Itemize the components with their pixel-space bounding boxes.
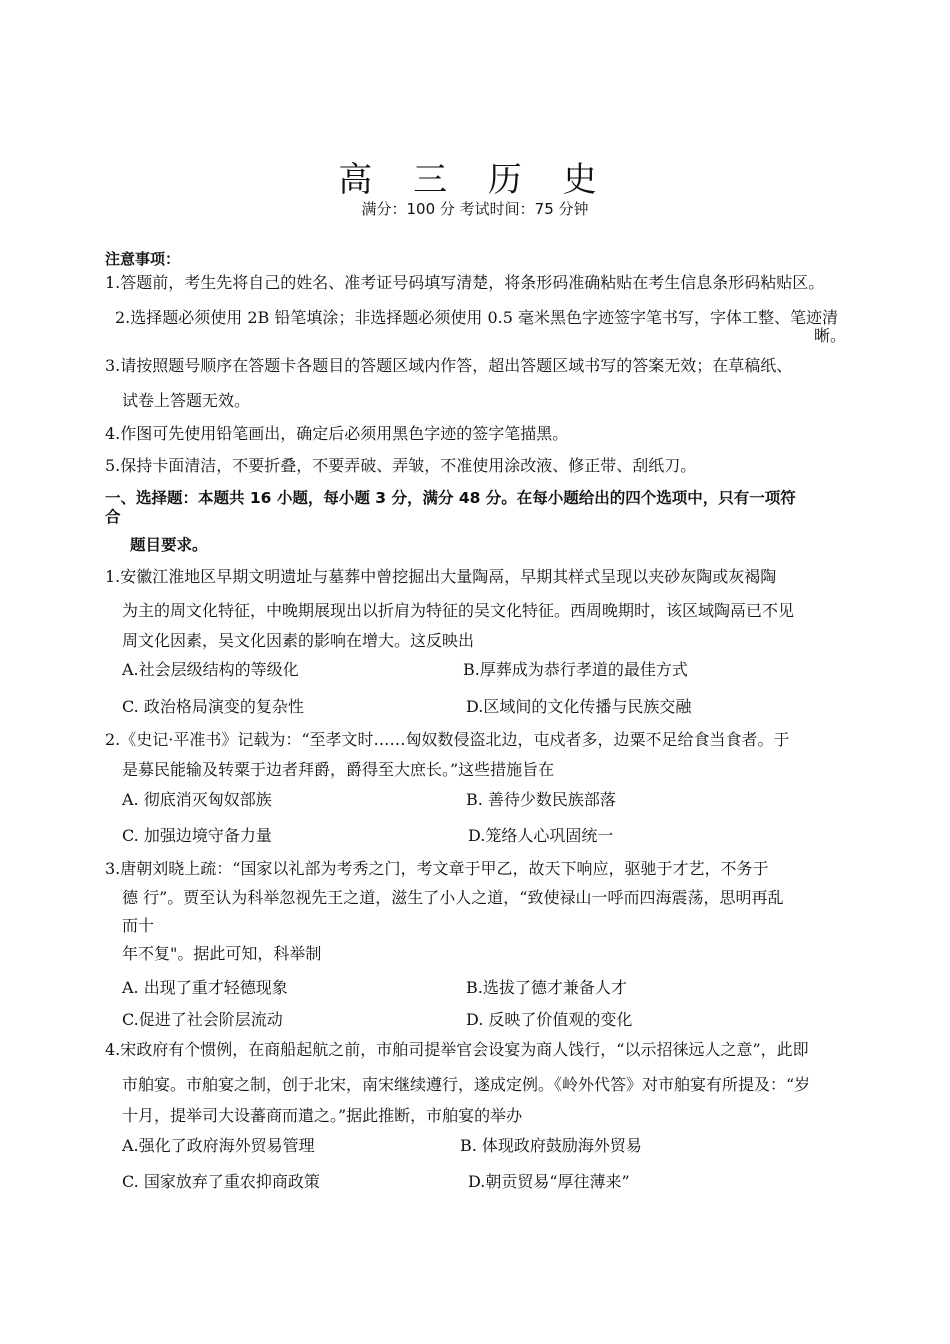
question-stem: 周文化因素，吴文化因素的影响在增大。这反映出 bbox=[122, 631, 475, 650]
notice-item-continued: 试卷上答题无效。 bbox=[122, 391, 251, 410]
option-b: B.厚葬成为恭行孝道的最佳方式 bbox=[463, 660, 688, 679]
option-d: D. 反映了价值观的变化 bbox=[466, 1010, 633, 1029]
section-heading-wrap: 合 bbox=[105, 508, 121, 526]
option-b: B. 善待少数民族部落 bbox=[466, 790, 616, 809]
option-c: C. 国家放弃了重农抑商政策 bbox=[122, 1172, 320, 1191]
exam-info: 满分：100 分 考试时间：75 分钟 bbox=[361, 200, 589, 218]
option-c: C. 政治格局演变的复杂性 bbox=[122, 697, 304, 716]
option-d: D.区域间的文化传播与民族交融 bbox=[466, 697, 692, 716]
question-stem: 年不复"。据此可知，科举制 bbox=[122, 944, 322, 963]
question-stem: 2.《史记·平准书》记载为：“至孝文时……匈奴数侵盗北边，屯戍者多，边粟不足给食当食者。于 bbox=[105, 730, 790, 749]
page-title: 高 三 历 史 bbox=[338, 160, 612, 200]
question-stem: 是募民能输及转粟于边者拜爵，爵得至大庶长。”这些措施旨在 bbox=[122, 760, 555, 779]
question-stem: 3.唐朝刘晓上疏：“国家以礼部为考秀之门，考文章于甲乙，故天下响应，驱驰于才艺，不务于 bbox=[105, 859, 769, 878]
option-a: A.强化了政府海外贸易管理 bbox=[122, 1136, 315, 1155]
option-a: A.社会层级结构的等级化 bbox=[122, 660, 299, 679]
option-d: D.朝贡贸易“厚往薄来” bbox=[468, 1172, 630, 1191]
question-stem: 德 行”。贾至认为科举忽视先王之道，滋生了小人之道，“致使禄山一呼而四海震荡，思明再乱 bbox=[122, 888, 784, 907]
notice-item-continued: 晰。 bbox=[813, 326, 846, 345]
option-a: A. 出现了重才轻德现象 bbox=[122, 978, 288, 997]
option-c: C. 加强边境守备力量 bbox=[122, 826, 272, 845]
option-d: D.笼络人心巩固统一 bbox=[468, 826, 614, 845]
notice-item: 4.作图可先使用铅笔画出，确定后必须用黑色字迹的签字笔描黑。 bbox=[105, 424, 569, 443]
question-stem: 为主的周文化特征，中晚期展现出以折肩为特征的吴文化特征。西周晚期时，该区域陶鬲已不见 bbox=[122, 601, 795, 620]
question-stem: 1.安徽江淮地区早期文明遗址与墓葬中曾挖掘出大量陶鬲，早期其样式呈现以夹砂灰陶或灰褐陶 bbox=[105, 567, 777, 586]
question-stem: 市舶宴。市舶宴之制，创于北宋，南宋继续遵行，遂成定例。《岭外代答》对市舶宴有所提及：“岁 bbox=[122, 1075, 811, 1094]
question-stem: 4.宋政府有个惯例，在商船起航之前，市舶司提举官会设宴为商人饯行，“以示招徕远人之意”，此即 bbox=[105, 1040, 809, 1059]
option-b: B.选拔了德才兼备人才 bbox=[466, 978, 627, 997]
notice-item: 1.答题前，考生先将自己的姓名、准考证号码填写清楚，将条形码准确粘贴在考生信息条形码粘贴区。 bbox=[105, 273, 825, 292]
notice-item: 5.保持卡面清洁，不要折叠，不要弄破、弄皱，不准使用涂改液、修正带、刮纸刀。 bbox=[105, 456, 697, 475]
notice-item: 3.请按照题号顺序在答题卡各题目的答题区域内作答，超出答题区域书写的答案无效；在草稿纸、 bbox=[105, 356, 793, 375]
option-c: C.促进了社会阶层流动 bbox=[122, 1010, 283, 1029]
section-heading: 一、选择题：本题共 16 小题，每小题 3 分，满分 48 分。在每小题给出的四个选项中，只有一项符 bbox=[105, 489, 796, 507]
option-a: A. 彻底消灭匈奴部族 bbox=[122, 790, 272, 809]
notice-heading: 注意事项： bbox=[105, 250, 181, 268]
section-heading-tail: 题目要求。 bbox=[130, 536, 208, 554]
question-stem: 十月，提举司大设蕃商而遣之。”据此推断，市舶宴的举办 bbox=[122, 1106, 523, 1125]
option-b: B. 体现政府鼓励海外贸易 bbox=[460, 1136, 642, 1155]
notice-item: 2.选择题必须使用 2B 铅笔填涂；非选择题必须使用 0.5 毫米黑色字迹签字笔书写，字体工整、笔迹清 bbox=[115, 308, 838, 327]
question-stem: 而十 bbox=[122, 916, 155, 935]
